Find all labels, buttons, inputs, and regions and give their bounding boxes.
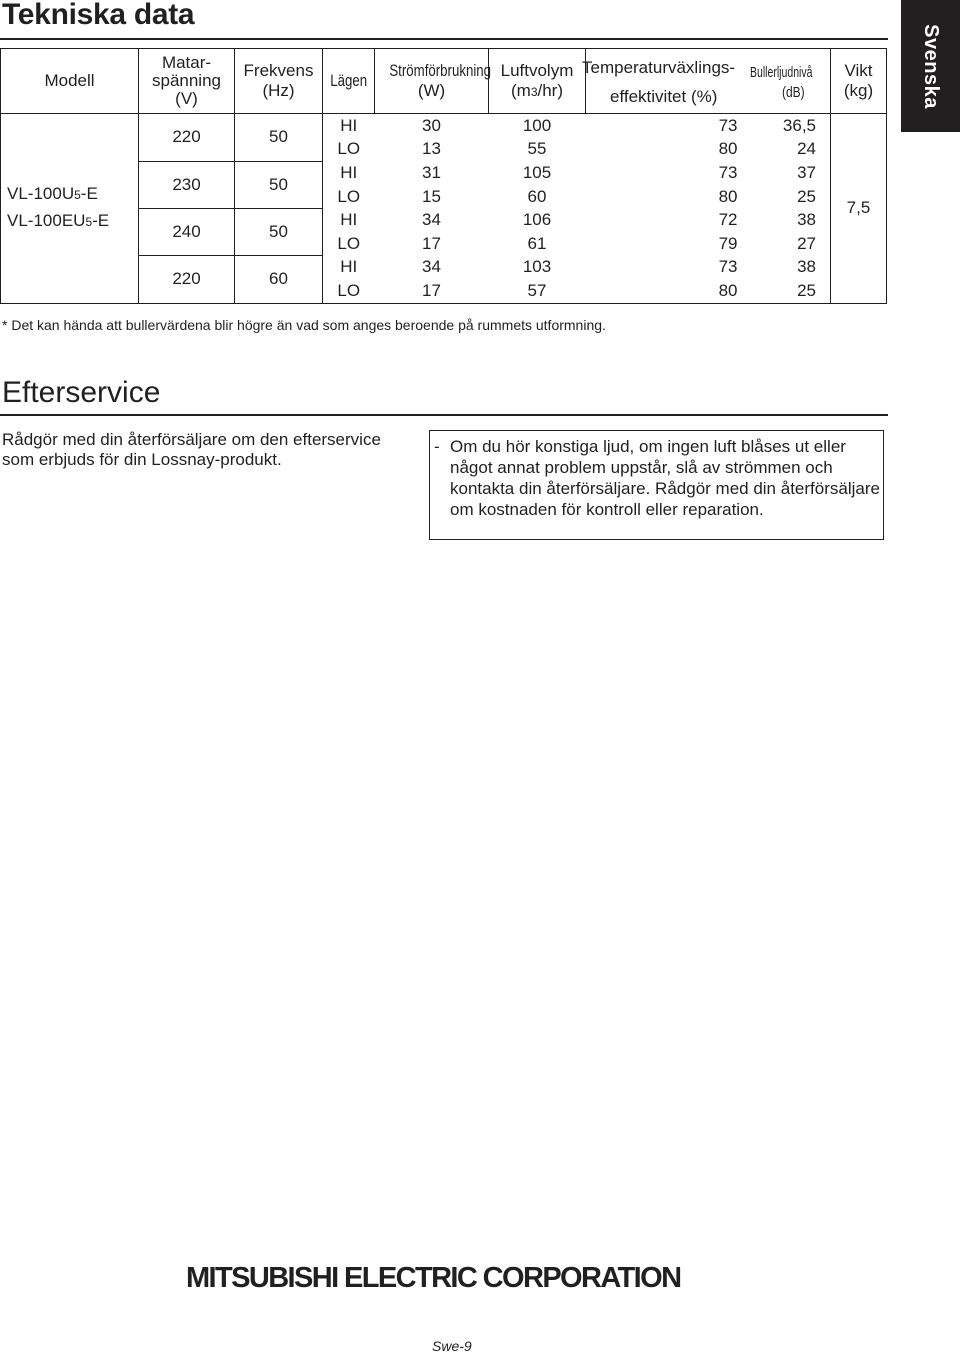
airflow-cell: 60 xyxy=(527,186,547,206)
noise-cell: 38 xyxy=(760,256,831,280)
noise-cell: 36,5 xyxy=(760,114,831,138)
model-cell xyxy=(1,114,139,304)
frequency-cell: 50 xyxy=(235,208,323,255)
noise-cell: 38 xyxy=(760,208,831,232)
page-title: Tekniska data xyxy=(2,0,195,31)
temp-efficiency-cell: 73 xyxy=(718,257,738,277)
model-name: VL-100U5-E xyxy=(7,184,98,204)
airflow-cell: 105 xyxy=(522,162,552,182)
header-noise: Bullerljudnivå (dB) xyxy=(760,49,831,114)
mode-cell: HI xyxy=(323,114,375,138)
airflow-cell: 106 xyxy=(522,210,552,230)
header-voltage: Matar- spänning (V) xyxy=(139,49,235,114)
weight-cell: 7,5 xyxy=(831,114,887,304)
frequency-cell: 60 xyxy=(235,256,323,304)
noise-cell: 25 xyxy=(760,279,831,303)
model-name: VL-100EU5-E xyxy=(7,211,110,231)
header-power xyxy=(375,49,492,114)
table-header-row xyxy=(1,49,887,114)
airflow-cell: 55 xyxy=(527,139,547,159)
frequency-cell: 50 xyxy=(235,161,323,208)
voltage-cell: 240 xyxy=(139,208,235,255)
power-cell: 17 xyxy=(422,233,441,253)
voltage-cell: 220 xyxy=(139,256,235,304)
header-model: Modell xyxy=(1,49,139,114)
after-service-paragraph: Rådgör med din återförsäljare om den efterservice som erbjuds för din Lossnay-produkt. xyxy=(2,430,381,469)
footnote: * Det kan hända att bullervärdena blir högre än vad som anges beroende på rummets utformning. xyxy=(2,317,606,333)
airflow-cell: 103 xyxy=(522,257,552,277)
temp-efficiency-cell: 80 xyxy=(586,279,760,303)
power-cell: 17 xyxy=(375,279,489,303)
table-row xyxy=(1,114,887,138)
mode-cell: LO xyxy=(323,232,375,256)
power-cell: 15 xyxy=(422,186,441,206)
section-title-after-service: Efterservice xyxy=(2,376,161,409)
temp-efficiency-cell: 80 xyxy=(718,139,738,159)
power-cell: 30 xyxy=(422,115,441,135)
header-airflow: Luftvolym (m3/hr) xyxy=(489,49,586,114)
airflow-cell: 100 xyxy=(522,115,552,135)
noise-cell: 37 xyxy=(760,161,831,185)
mode-cell: LO xyxy=(323,138,375,162)
power-cell: 34 xyxy=(422,210,441,230)
temp-efficiency-cell: 72 xyxy=(718,210,738,230)
temp-efficiency-cell: 80 xyxy=(718,186,738,206)
voltage-cell: 230 xyxy=(139,161,235,208)
header-weight: Vikt (kg) xyxy=(831,49,887,114)
mode-cell: HI xyxy=(323,161,375,185)
power-cell: 13 xyxy=(422,139,441,159)
notice-text: Om du hör konstiga ljud, om ingen luft blåses ut eller något annat problem uppstår, slå av strömmen och kontakta din återförsäljare. Rådgör med din återförsäljare om kostnaden för kontroll eller reparation. xyxy=(450,437,880,519)
airflow-cell: 57 xyxy=(489,279,586,303)
technical-data-table xyxy=(0,48,887,304)
power-cell: 34 xyxy=(422,257,441,277)
mode-cell: HI xyxy=(323,256,375,280)
header-mode: Lägen xyxy=(323,49,375,114)
noise-cell: 24 xyxy=(760,138,831,162)
noise-cell: 27 xyxy=(760,232,831,256)
noise-cell: 25 xyxy=(760,185,831,209)
notice-dash: - xyxy=(434,437,440,456)
header-frequency: Frekvens (Hz) xyxy=(235,49,323,114)
header-power-unit: (W) xyxy=(417,81,446,100)
airflow-cell: 61 xyxy=(527,233,547,253)
mode-cell: LO xyxy=(323,185,375,209)
title-divider xyxy=(0,38,888,40)
power-cell: 31 xyxy=(422,162,441,182)
mode-cell: HI xyxy=(323,208,375,232)
language-tab-label: Svenska xyxy=(920,23,943,109)
mode-cell: LO xyxy=(323,279,375,303)
language-tab xyxy=(901,0,960,132)
section-divider xyxy=(0,414,888,416)
header-temp: Temperaturväxlings- effektivitet (%) xyxy=(586,49,760,114)
header-power-label: Strömförbrukning xyxy=(389,61,492,80)
page-number: Swe-9 xyxy=(432,1338,472,1354)
company-name: MITSUBISHI ELECTRIC CORPORATION xyxy=(186,1262,681,1294)
temp-efficiency-cell: 73 xyxy=(718,115,738,135)
notice-box xyxy=(429,430,884,540)
temp-efficiency-cell: 73 xyxy=(718,162,738,182)
frequency-cell: 50 xyxy=(235,114,323,162)
voltage-cell: 220 xyxy=(139,114,235,162)
temp-efficiency-cell: 79 xyxy=(718,233,738,253)
